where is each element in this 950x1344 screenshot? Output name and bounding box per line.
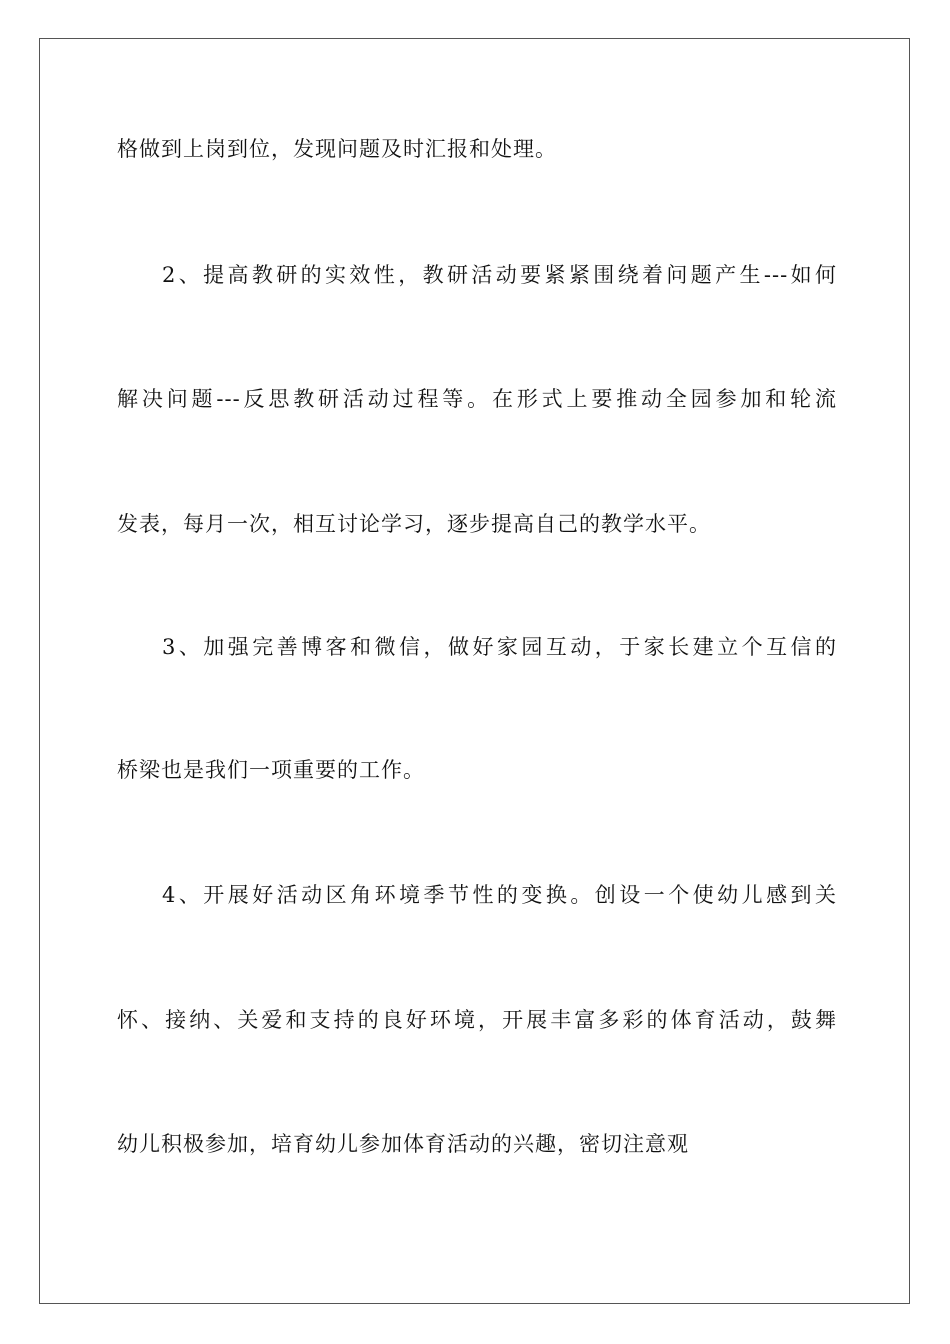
text-line-5: 3、加强完善博客和微信，做好家园互动，于家长建立个互信的 <box>162 635 837 659</box>
text-line-9: 幼儿积极参加，培育幼儿参加体育活动的兴趣，密切注意观 <box>117 1132 689 1156</box>
text-line-8: 怀、接纳、关爱和支持的良好环境，开展丰富多彩的体育活动，鼓舞 <box>117 1008 837 1032</box>
text-line-3: 解决问题---反思教研活动过程等。在形式上要推动全园参加和轮流 <box>117 387 837 411</box>
text-line-7: 4、开展好活动区角环境季节性的变换。创设一个使幼儿感到关 <box>162 883 837 907</box>
text-line-1: 格做到上岗到位，发现问题及时汇报和处理。 <box>117 137 557 161</box>
text-line-2: 2、提高教研的实效性，教研活动要紧紧围绕着问题产生---如何 <box>162 263 837 287</box>
page-frame <box>39 38 910 1304</box>
text-line-6: 桥梁也是我们一项重要的工作。 <box>117 758 425 782</box>
text-line-4: 发表，每月一次，相互讨论学习，逐步提高自己的教学水平。 <box>117 512 711 536</box>
